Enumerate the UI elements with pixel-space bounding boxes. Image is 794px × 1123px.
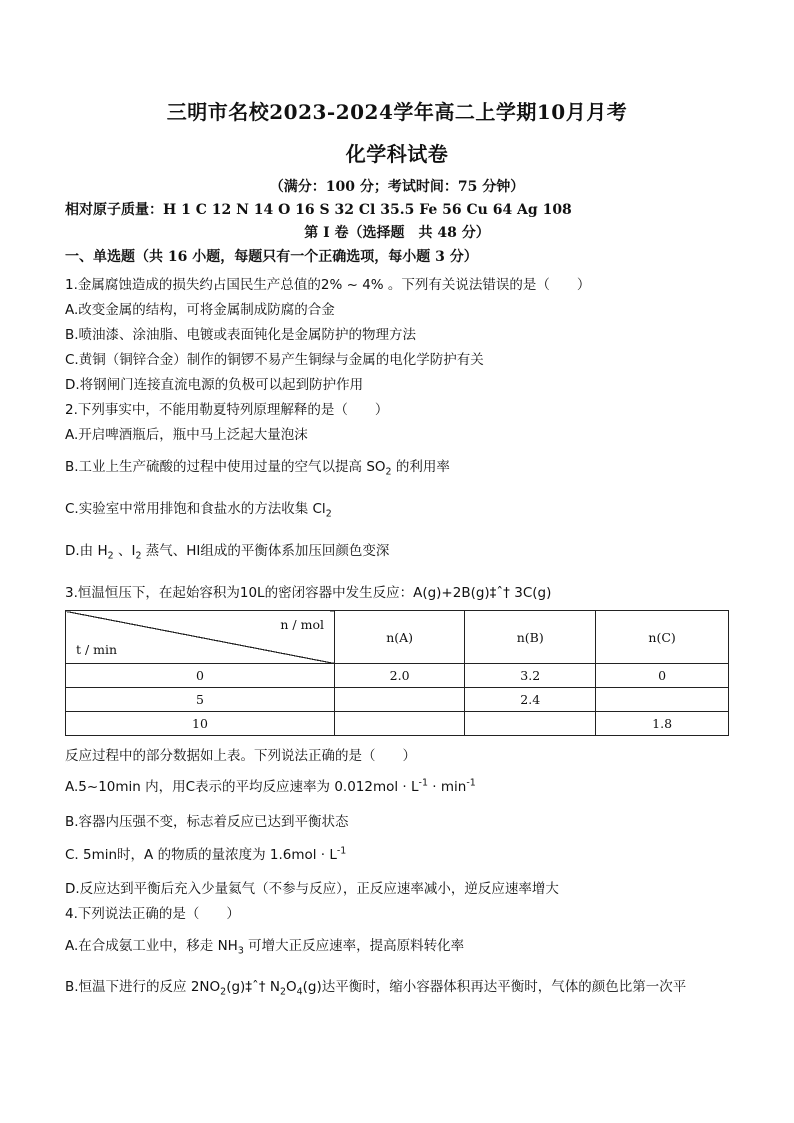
q4b-sub-1: 2 — [220, 986, 227, 998]
cell-b — [465, 712, 596, 736]
q2c-text: C.实验室中常用排饱和食盐水的方法收集 Cl — [65, 501, 326, 517]
exam-subject-title: 化学科试卷 — [345, 142, 449, 166]
cell-t: 10 — [66, 712, 335, 736]
cell-a: 2.0 — [335, 664, 465, 688]
q2d-text-1: D.由 H — [65, 543, 108, 559]
cell-c: 1.8 — [596, 712, 729, 736]
q2b-sub: 2 — [385, 466, 392, 478]
q2d-sub-1: 2 — [107, 550, 114, 562]
question-1-option-a: A.改变金属的结构，可将金属制成防腐的合金 — [65, 302, 335, 318]
table-row — [66, 664, 729, 688]
question-2-option-d — [65, 539, 389, 562]
cell-b: 3.2 — [465, 664, 596, 688]
cell-a — [335, 712, 465, 736]
q4b-sub-2: 2 — [279, 986, 286, 998]
diag-label-top: n / mol — [280, 617, 324, 632]
question-1-stem: 1.金属腐蚀造成的损失约占国民生产总值的2% ~ 4% 。下列有关说法错误的是（ ） — [65, 277, 591, 293]
data-table — [65, 610, 729, 736]
col-header-c: n(C) — [596, 611, 729, 664]
question-3-option-c — [65, 843, 346, 863]
atomic-mass-line: 相对原子质量：H 1 C 12 N 14 O 16 S 32 Cl 35.5 Fe 56 Cu 64 Ag 108 — [65, 202, 572, 218]
q3c-text: C. 5min时，A 的物质的量浓度为 1.6mol · L — [65, 847, 337, 863]
diag-label-bottom: t / min — [76, 642, 118, 657]
q4a-text-1: A.在合成氨工业中，移走 NH — [65, 938, 238, 954]
question-1-option-b: B.喷油漆、涂油脂、电镀或表面钝化是金属防护的物理方法 — [65, 327, 417, 343]
q4b-text-3: O — [285, 979, 297, 995]
q2b-text-1: B.工业上生产硫酸的过程中使用过量的空气以提高 SO — [65, 459, 386, 475]
question-2-option-c — [65, 497, 332, 520]
question-2-option-a: A.开启啤酒瓶后，瓶中马上泛起大量泡沫 — [65, 427, 308, 443]
question-3-option-d: D.反应达到平衡后充入少量氦气（不参与反应），正反应速率减小，逆反应速率增大 — [65, 881, 559, 897]
table-diagonal-header — [66, 611, 335, 664]
q3a-sup-2: -1 — [466, 777, 476, 789]
cell-c — [596, 688, 729, 712]
table-header-row — [66, 611, 729, 664]
cell-t: 0 — [66, 664, 335, 688]
q3a-sup-1: -1 — [418, 777, 428, 789]
q2d-sub-2: 2 — [135, 550, 142, 562]
question-4-option-a — [65, 934, 464, 957]
q4b-text-2: (g)‡ˆ† N — [226, 979, 280, 995]
question-3-option-b: B.容器内压强不变，标志着反应已达到平衡状态 — [65, 814, 349, 830]
question-1-option-c: C.黄铜（铜锌合金）制作的铜锣不易产生铜绿与金属的电化学防护有关 — [65, 352, 484, 368]
q2b-text-2: 的利用率 — [391, 459, 450, 475]
q3a-text-1: A.5~10min 内，用C表示的平均反应速率为 0.012mol · L — [65, 779, 419, 795]
question-4-option-b — [65, 975, 686, 998]
exam-title: 三明市名校2023-2024学年高二上学期10月月考 — [166, 100, 628, 124]
q2c-sub: 2 — [325, 508, 332, 520]
cell-b: 2.4 — [465, 688, 596, 712]
cell-a — [335, 688, 465, 712]
q2d-text-2: 、I — [113, 543, 136, 559]
q3c-sup: -1 — [336, 845, 347, 857]
q4b-text-1: B.恒温下进行的反应 2NO — [65, 979, 221, 995]
question-3-option-a — [65, 775, 476, 795]
exam-info: （满分：100 分；考试时间：75 分钟） — [269, 179, 525, 195]
section-heading: 一、单选题（共 16 小题，每题只有一个正确选项，每小题 3 分） — [65, 249, 478, 265]
q3a-text-2: · min — [427, 779, 467, 795]
table-row — [66, 688, 729, 712]
part-title: 第 I 卷（选择题 共 48 分） — [304, 225, 490, 241]
cell-t: 5 — [66, 688, 335, 712]
table-row — [66, 712, 729, 736]
q4b-sub-3: 4 — [296, 986, 303, 998]
question-4-stem: 4.下列说法正确的是（ ） — [65, 906, 240, 922]
question-2-option-b — [65, 455, 450, 478]
q4a-sub: 3 — [237, 945, 244, 957]
q2d-text-3: 蒸气、HI组成的平衡体系加压回颜色变深 — [141, 543, 390, 559]
question-2-stem: 2.下列事实中，不能用勒夏特列原理解释的是（ ） — [65, 402, 389, 418]
question-1-option-d: D.将钢闸门连接直流电源的负极可以起到防护作用 — [65, 377, 364, 393]
question-3-stem: 3.恒温恒压下，在起始容积为10L的密闭容器中发生反应：A(g)+2B(g)‡ˆ† 3C(g) — [65, 585, 552, 601]
col-header-a: n(A) — [335, 611, 465, 664]
cell-c: 0 — [596, 664, 729, 688]
q4a-text-2: 可增大正反应速率，提高原料转化率 — [243, 938, 465, 954]
question-3-after-table: 反应过程中的部分数据如上表。下列说法正确的是（ ） — [65, 748, 416, 764]
col-header-b: n(B) — [465, 611, 596, 664]
q4b-text-4: (g)达平衡时，缩小容器体积再达平衡时，气体的颜色比第一次平 — [302, 979, 687, 995]
